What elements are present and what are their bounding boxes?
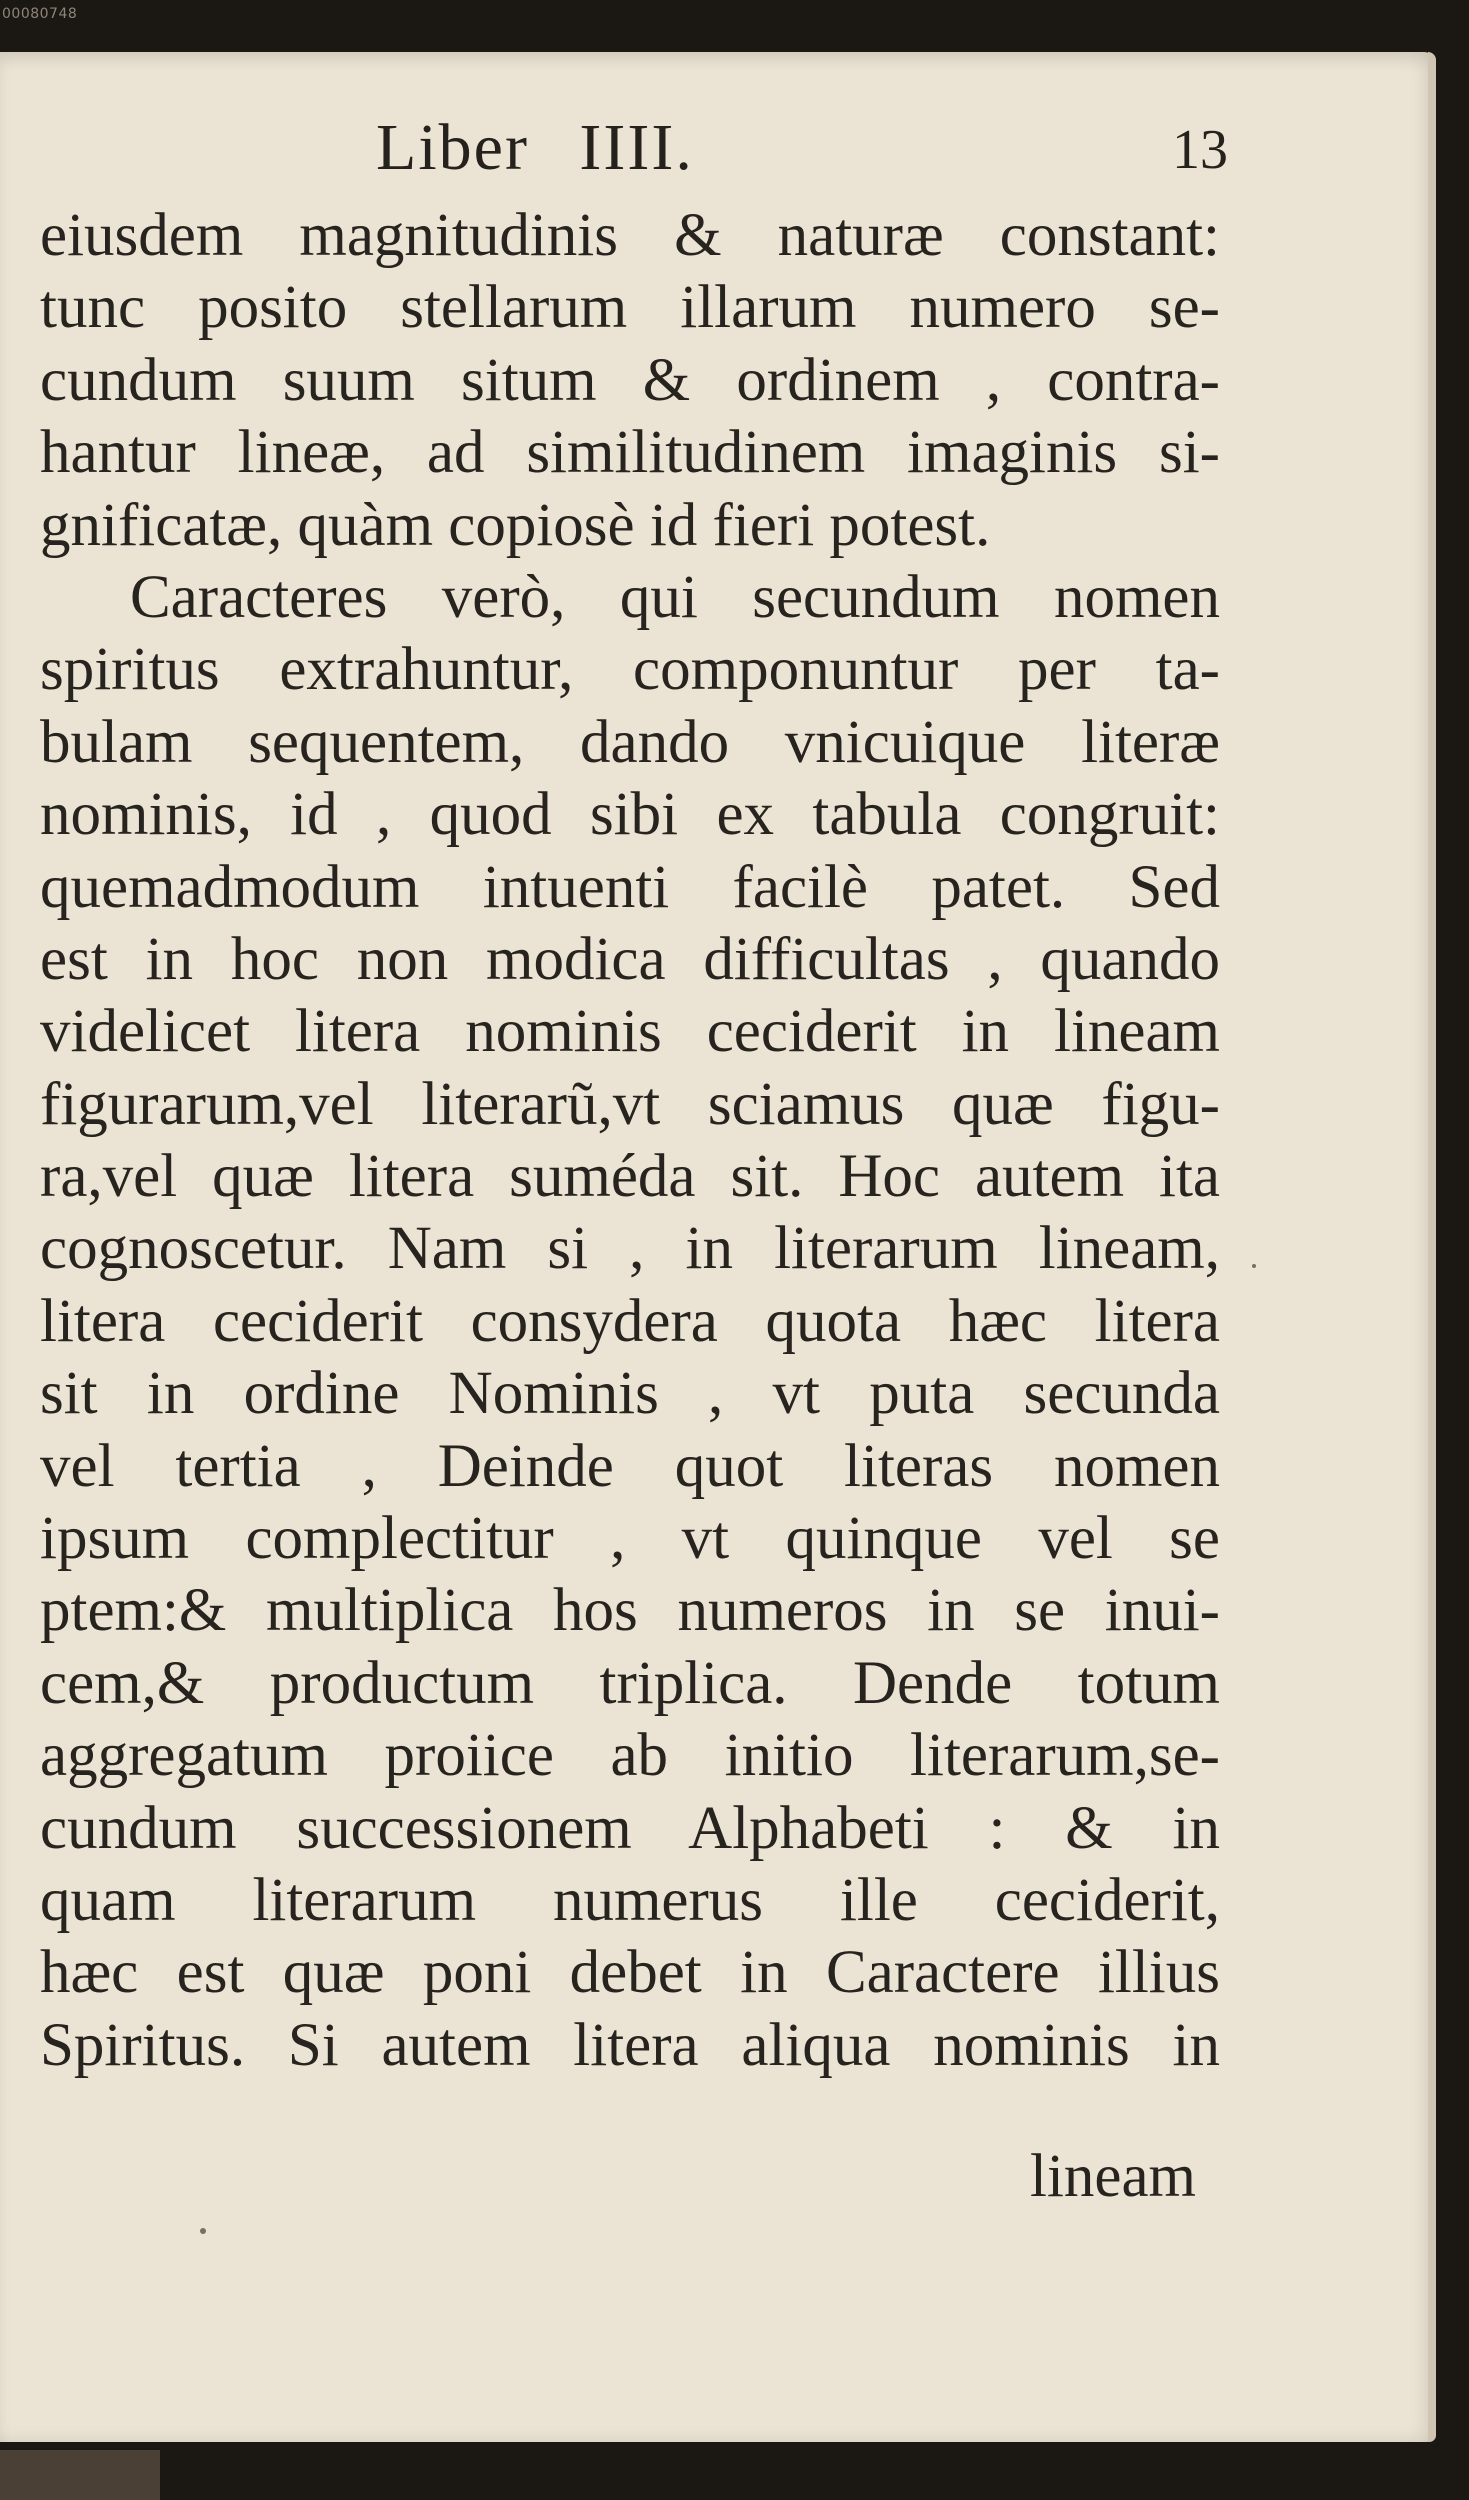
text-line: cognoscetur. Nam si , in literarum lineam, (40, 1215, 1220, 1283)
text-line: aggregatum proiice ab initio literarum,se- (40, 1722, 1220, 1790)
book-page (0, 52, 1436, 2442)
text-line: cundum suum situm & ordinem , contra- (40, 346, 1220, 414)
binding-edge (0, 2450, 160, 2500)
text-line: est in hoc non modica difficultas , quando (40, 925, 1220, 993)
text-line: videlicet litera nominis ceciderit in lineam (40, 998, 1220, 1066)
text-line: cundum successionem Alphabeti : & in (40, 1794, 1220, 1862)
text-line: cem,& productum triplica. Dende totum (40, 1649, 1220, 1717)
text-line: gnificatæ, quàm copiosè id fieri potest. (40, 491, 991, 559)
text-line: spiritus extrahuntur, componuntur per ta- (40, 636, 1220, 704)
text-line: figurarum,vel literarũ,vt sciamus quæ figu- (40, 1070, 1220, 1138)
body-text (40, 200, 1220, 2082)
text-line: sit in ordine Nominis , vt puta secunda (40, 1360, 1220, 1428)
text-line: ptem:& multiplica hos numeros in se inui- (40, 1577, 1220, 1645)
text-line: eiusdem magnitudinis & naturæ constant: (40, 202, 1220, 269)
book-section-title: Liber IIII. (376, 111, 694, 184)
text-line: nominis, id , quod sibi ex tabula congruit: (40, 781, 1220, 849)
text-line: Spiritus. Si autem litera aliqua nominis in (40, 2011, 1220, 2079)
page-number: 13 (1172, 119, 1228, 181)
text-line: litera ceciderit consydera quota hæc litera (40, 1287, 1220, 1355)
text-line: vel tertia , Deinde quot literas nomen (40, 1432, 1220, 1500)
text-line: Caracteres verò, qui secundum nomen (130, 563, 1220, 631)
text-line: hantur lineæ, ad similitudinem imaginis si- (40, 419, 1220, 487)
paper-speck (1252, 1264, 1256, 1268)
text-line: quemadmodum intuenti facilè patet. Sed (40, 853, 1220, 921)
catchword: lineam (1030, 2143, 1196, 2210)
text-line: ipsum complectitur , vt quinque vel se (40, 1505, 1220, 1573)
paper-speck (200, 2228, 206, 2234)
text-line: hæc est quæ poni debet in Caractere illius (40, 1939, 1220, 2007)
text-line: quam literarum numerus ille ceciderit, (40, 1866, 1220, 1934)
text-line: bulam sequentem, dando vnicuique literæ (40, 708, 1220, 776)
text-line: ra,vel quæ litera suméda sit. Hoc autem ita (40, 1143, 1220, 1211)
scan-id-label: 00080748 (2, 6, 78, 22)
running-head (0, 110, 1436, 200)
text-line: tunc posito stellarum illarum numero se- (40, 274, 1220, 342)
